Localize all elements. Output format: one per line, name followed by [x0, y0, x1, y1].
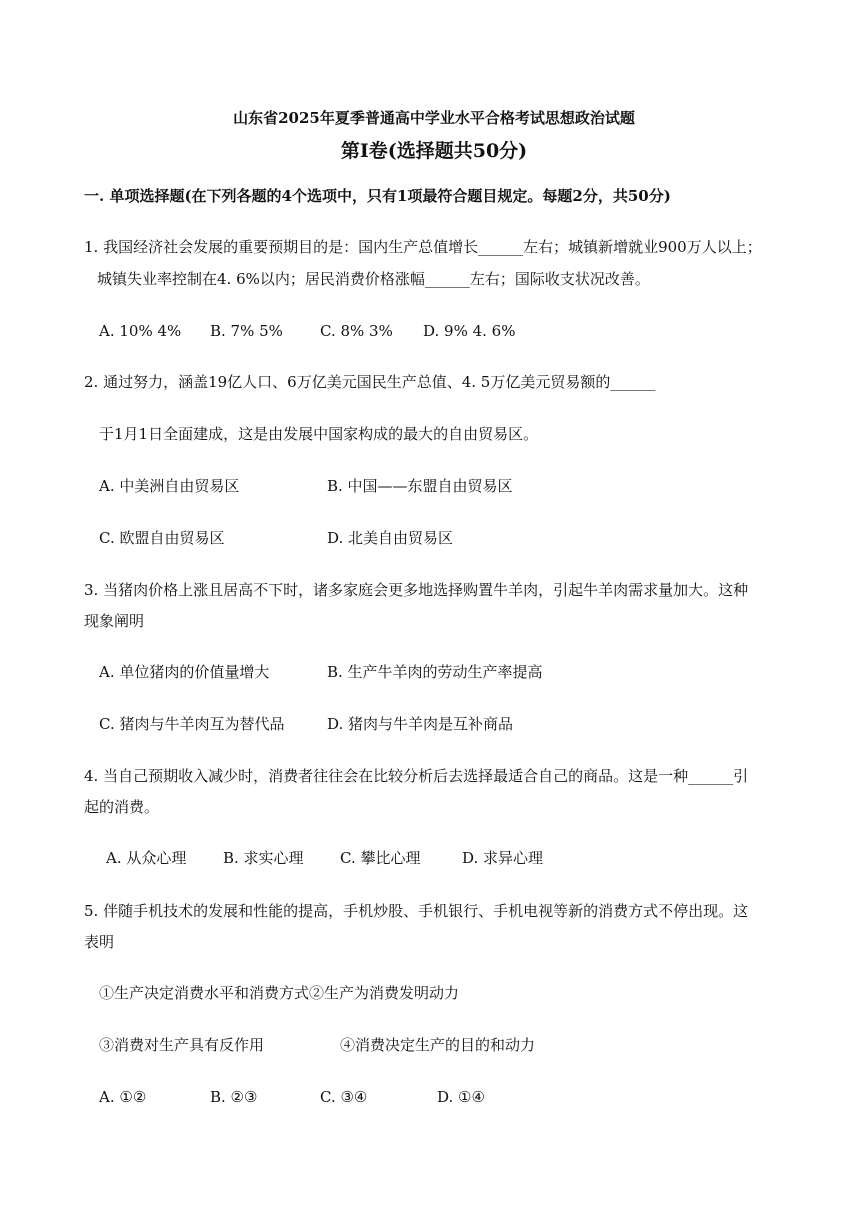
option-b[interactable]: B. 生产牛羊肉的劳动生产率提高	[327, 663, 543, 681]
option-b[interactable]: B. 求实心理	[223, 849, 304, 867]
question-text-line: 城镇失业率控制在4. 6%以内；居民消费价格涨幅______左右；国际收支状况改善。	[97, 270, 650, 288]
section-heading: 第Ⅰ卷(选择题共50分)	[340, 140, 528, 162]
option-c[interactable]: C. 欧盟自由贸易区	[99, 529, 225, 547]
question-text-line: 表明	[84, 933, 115, 951]
section-instructions: 一. 单项选择题(在下列各题的4个选项中，只有1项最符合题目规定。每题2分，共50分)	[84, 187, 671, 205]
option-c[interactable]: C. 攀比心理	[340, 849, 421, 867]
option-a[interactable]: A. 单位猪肉的价值量增大	[99, 663, 270, 681]
question-text-line: 1. 我国经济社会发展的重要预期目的是：国内生产总值增长______左右；城镇新增就业900万人以上；	[84, 238, 762, 256]
question-text-line: 3. 当猪肉价格上涨且居高不下时，诸多家庭会更多地选择购置牛羊肉，引起牛羊肉需求量加大。这种	[84, 581, 749, 599]
statement-line: ④消费决定生产的目的和动力	[340, 1036, 536, 1054]
question-text-line: 2. 通过努力，涵盖19亿人口、6万亿美元国民生产总值、4. 5万亿美元贸易额的______	[84, 373, 656, 391]
question-text-line: 5. 伴随手机技术的发展和性能的提高，手机炒股、手机银行、手机电视等新的消费方式不停出现。这	[84, 902, 749, 920]
option-c[interactable]: C. 猪肉与牛羊肉互为替代品	[99, 715, 285, 733]
exam-title: 山东省2025年夏季普通高中学业水平合格考试思想政治试题	[233, 109, 635, 127]
option-d[interactable]: D. 9% 4. 6%	[423, 322, 516, 340]
question-text-line: 现象阐明	[84, 612, 145, 630]
option-a[interactable]: A. 10% 4%	[99, 322, 182, 340]
option-b[interactable]: B. ②③	[210, 1088, 258, 1106]
question-text-line: 起的消费。	[84, 798, 160, 816]
question-text-line: 于1月1日全面建成，这是由发展中国家构成的最大的自由贸易区。	[99, 425, 539, 443]
option-b[interactable]: B. 7% 5%	[210, 322, 283, 340]
option-b[interactable]: B. 中国——东盟自由贸易区	[327, 477, 513, 495]
option-a[interactable]: A. ①②	[99, 1088, 147, 1106]
option-a[interactable]: A. 中美洲自由贸易区	[99, 477, 240, 495]
option-d[interactable]: D. 猪肉与牛羊肉是互补商品	[327, 715, 514, 733]
option-d[interactable]: D. ①④	[437, 1088, 485, 1106]
option-c[interactable]: C. ③④	[320, 1088, 368, 1106]
option-d[interactable]: D. 北美自由贸易区	[327, 529, 454, 547]
option-d[interactable]: D. 求异心理	[462, 849, 544, 867]
option-a[interactable]: A. 从众心理	[106, 849, 187, 867]
question-text-line: 4. 当自己预期收入减少时，消费者往往会在比较分析后去选择最适合自己的商品。这是一种______引	[84, 767, 749, 785]
option-c[interactable]: C. 8% 3%	[320, 322, 393, 340]
statement-line: ③消费对生产具有反作用	[99, 1036, 265, 1054]
statement-line: ①生产决定消费水平和消费方式②生产为消费发明动力	[99, 984, 460, 1002]
